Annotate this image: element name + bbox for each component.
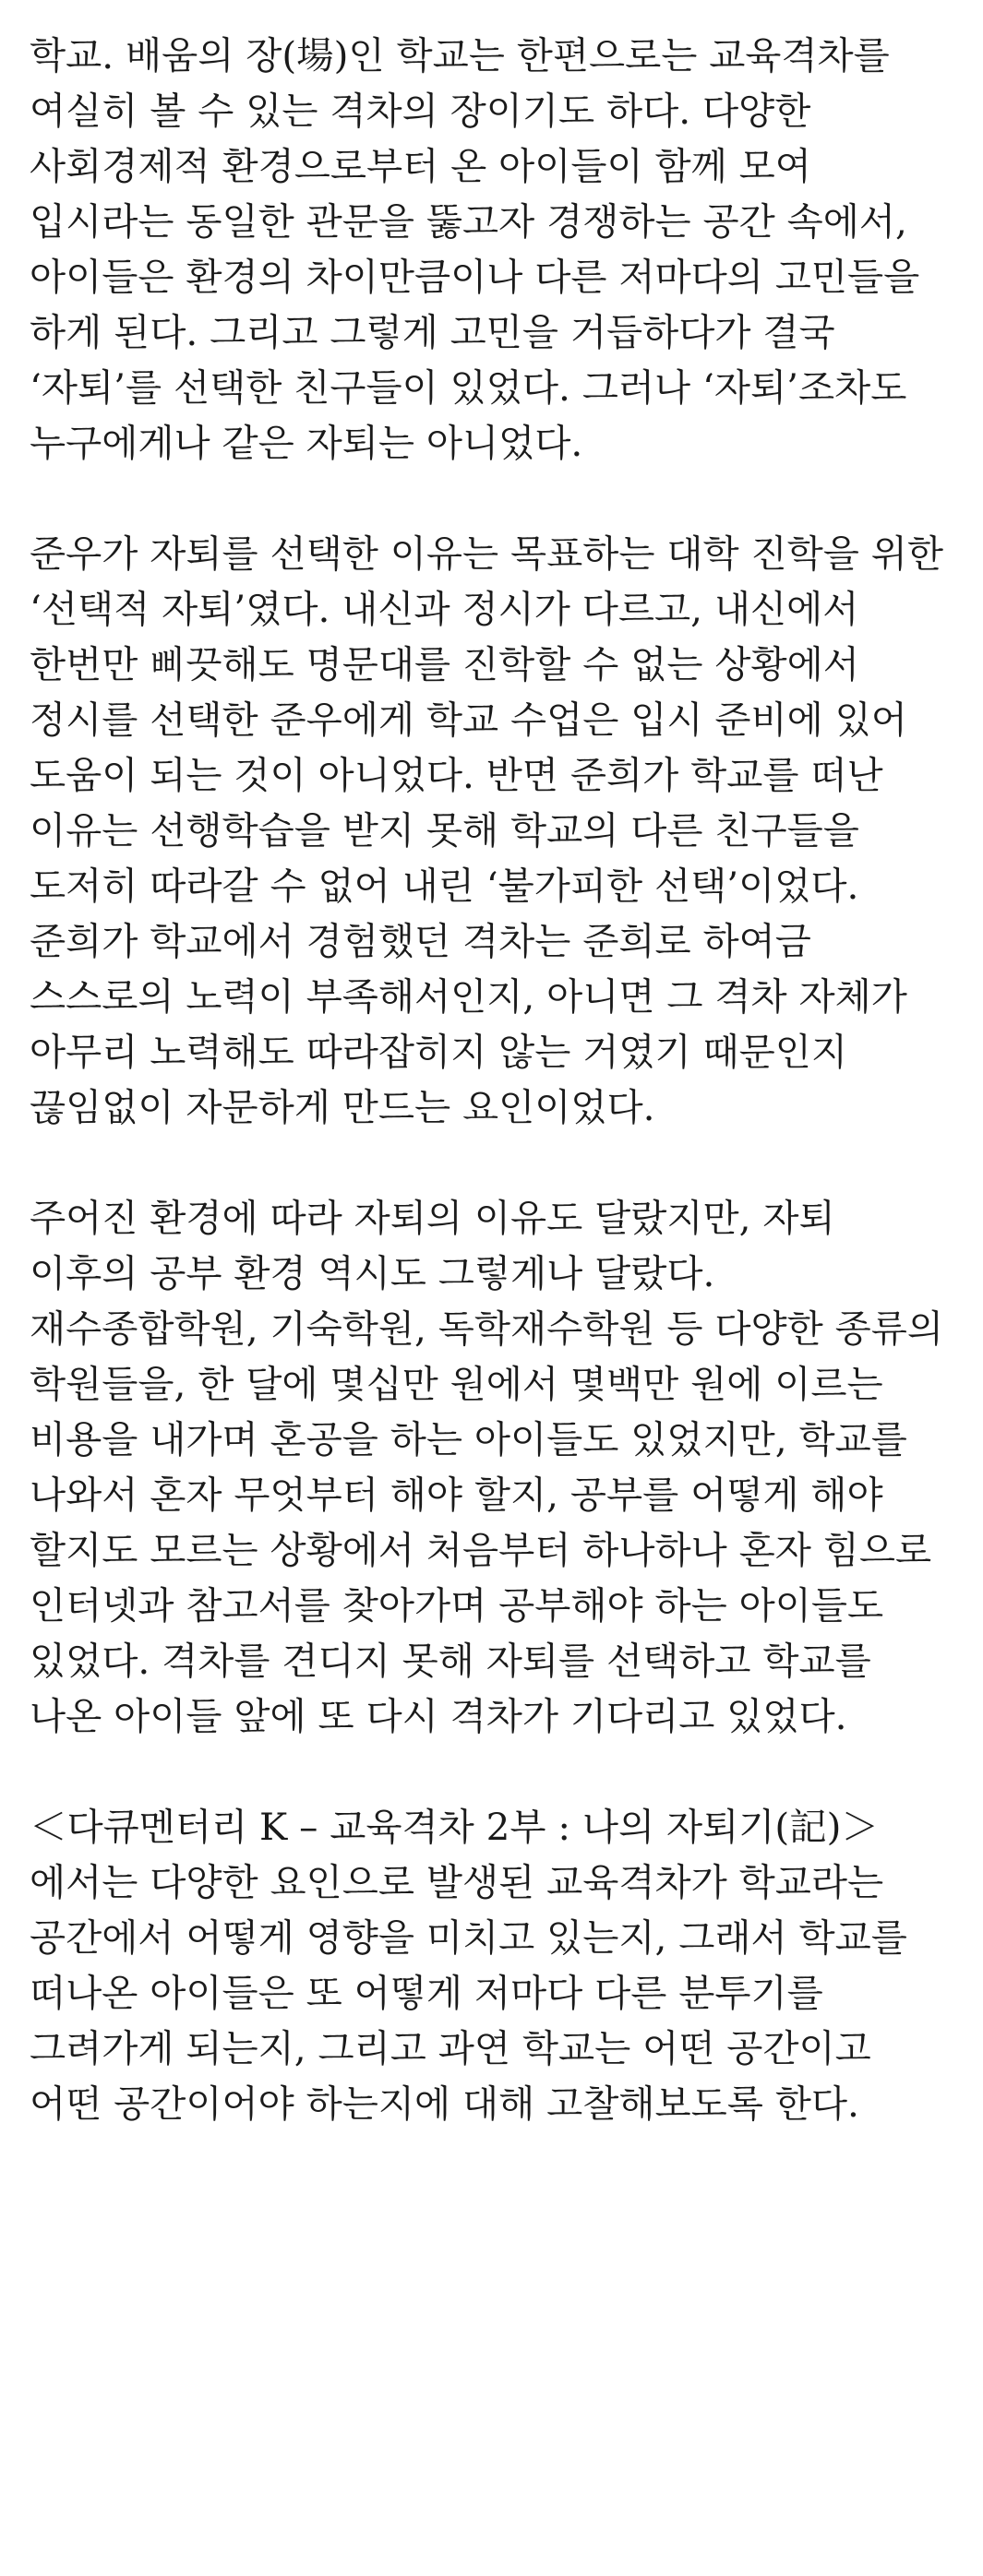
paragraph-intro: 학교. 배움의 장(場)인 학교는 한편으로는 교육격차를 여실히 볼 수 있는 격차의 장이기도 하다. 다양한 사회경제적 환경으로부터 온 아이들이 함께 모여 입시라는 동일한 관문을 뚫고자 경쟁하는 공간 속에서, 아이들은 환경의 차이만큼이나 다른 저마다의 고민들을 하게 된다. 그리고 그렇게 고민을 거듭하다가 결국 ‘자퇴’를 선택한 친구들이 있었다. 그러나 ‘자퇴’조차도 누구에게나 같은 자퇴는 아니었다. [30,33,920,465]
paragraph-documentary-summary: ＜다큐멘터리 K – 교육격차 2부 : 나의 자퇴기(記)＞에서는 다양한 요인으로 발생된 교육격차가 학교라는 공간에서 어떻게 영향을 미치고 있는지, 그래서 학교를 떠나온 아이들은 또 어떻게 저마다 다른 분투기를 그려가게 되는지, 그리고 과연 학교는 어떤 공간이고 어떤 공간이어야 하는지에 대해 고찰해보도록 한다. [30,1805,907,2126]
paragraph-junwoo-junhee: 준우가 자퇴를 선택한 이유는 목표하는 대학 진학을 위한 ‘선택적 자퇴’였다. 내신과 정시가 다르고, 내신에서 한번만 삐끗해도 명문대를 진학할 수 없는 상황에서 정시를 선택한 준우에게 학교 수업은 입시 준비에 있어 도움이 되는 것이 아니었다. 반면 준희가 학교를 떠난 이유는 선행학습을 받지 못해 학교의 다른 친구들을 도저히 따라갈 수 없어 내린 ‘불가피한 선택’이었다. 준희가 학교에서 경험했던 격차는 준희로 하여금 스스로의 노력이 부족해서인지, 아니면 그 격차 자체가 아무리 노력해도 따라잡히지 않는 거였기 때문인지 끊임없이 자문하게 만드는 요인이었다. [30,531,943,1129]
paragraph-study-environment: 주어진 환경에 따라 자퇴의 이유도 달랐지만, 자퇴 이후의 공부 환경 역시도 그렇게나 달랐다. 재수종합학원, 기숙학원, 독학재수학원 등 다양한 종류의 학원들을, 한 달에 몇십만 원에서 몇백만 원에 이르는 비용을 내가며 혼공을 하는 아이들도 있었지만, 학교를 나와서 혼자 무엇부터 해야 할지, 공부를 어떻게 해야 할지도 모르는 상황에서 처음부터 하나하나 혼자 힘으로 인터넷과 참고서를 찾아가며 공부해야 하는 아이들도 있었다. 격차를 견디지 못해 자퇴를 선택하고 학교를 나온 아이들 앞에 또 다시 격차가 기다리고 있었다. [30,1196,943,1738]
